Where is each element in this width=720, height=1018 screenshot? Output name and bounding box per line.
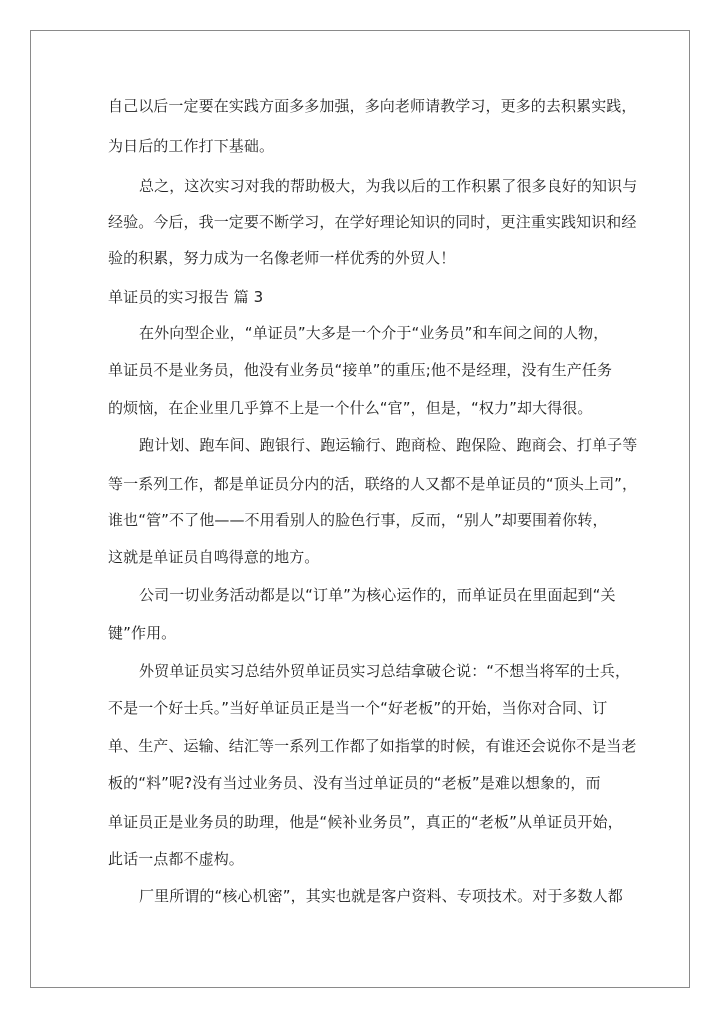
text-line: 不是一个好士兵。”当好单证员正是当一个“好老板”的开始，当你对合同、订: [108, 699, 608, 717]
text-line: 单证员正是业务员的助理，他是“候补业务员”，真正的“老板”从单证员开始，: [108, 813, 623, 831]
paragraph-start: 在外向型企业，“单证员”大多是一个介于“业务员”和车间之间的人物，: [139, 324, 609, 342]
text-line: 验的积累，努力成为一名像老师一样优秀的外贸人！: [108, 249, 456, 267]
text-line: 板的“料”呢?没有当过业务员、没有当过单证员的“老板”是难以想象的，而: [108, 774, 601, 792]
paragraph-start: 总之，这次实习对我的帮助极大，为我以后的工作积累了很多良好的知识与: [139, 177, 638, 195]
text-line: 这就是单证员自鸣得意的地方。: [108, 548, 320, 566]
text-line: 等一系列工作，都是单证员分内的活，联络的人又都不是单证员的“顶头上司”，: [108, 475, 638, 493]
paragraph-start: 公司一切业务活动都是以“订单”为核心运作的，而单证员在里面起到“关: [139, 586, 616, 604]
section-heading: 单证员的实习报告 篇 3: [108, 288, 264, 306]
text-line: 的烦恼，在企业里几乎算不上是一个什么“官”，但是，“权力”却大得很。: [108, 399, 593, 417]
paragraph-start: 外贸单证员实习总结外贸单证员实习总结拿破仑说：“不想当将军的士兵，: [139, 662, 631, 680]
text-line: 经验。今后，我一定要不断学习，在学好理论知识的同时，更注重实践知识和经: [108, 213, 637, 231]
paragraph-start: 跑计划、跑车间、跑银行、跑运输行、跑商检、跑保险、跑商会、打单子等: [139, 436, 638, 454]
text-line: 键”作用。: [108, 624, 177, 642]
text-line: 谁也“管”不了他——不用看别人的脸色行事，反而，“别人”却要围着你转，: [108, 511, 608, 529]
text-line: 自己以后一定要在实践方面多多加强，多向老师请教学习，更多的去积累实践，: [108, 97, 637, 115]
text-line: 单证员不是业务员，他没有业务员“接单”的重压;他不是经理，没有生产任务: [108, 361, 613, 379]
text-line: 单、生产、运输、结汇等一系列工作都了如指掌的时候，有谁还会说你不是当老: [108, 737, 637, 755]
text-line: 为日后的工作打下基础。: [108, 137, 275, 155]
paragraph-start: 厂里所谓的“核心机密”，其实也就是客户资料、专项技术。对于多数人都: [139, 887, 623, 905]
page-border: [30, 30, 690, 988]
text-line: 此话一点都不虚构。: [108, 850, 244, 868]
